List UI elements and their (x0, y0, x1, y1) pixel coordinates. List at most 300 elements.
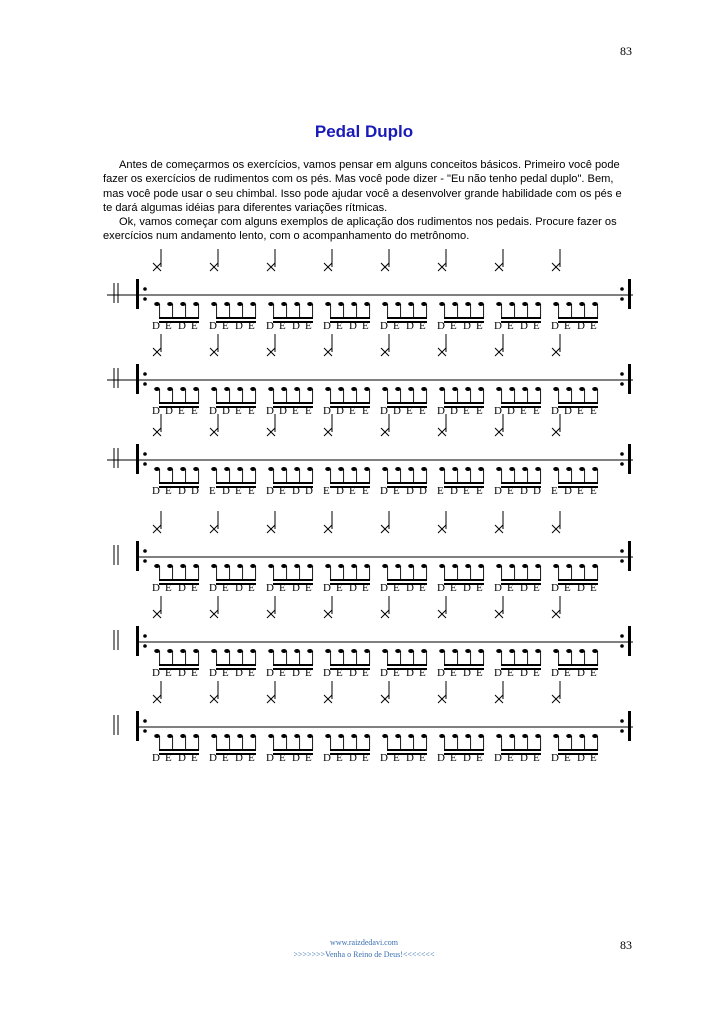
bass-drum-note (180, 387, 186, 391)
bass-drum-note (193, 649, 199, 653)
bass-drum-note (281, 387, 287, 391)
sticking-letter: D (551, 752, 559, 764)
bass-drum-note (211, 387, 217, 391)
bass-drum-note (535, 734, 541, 738)
bass-drum-note (307, 649, 313, 653)
sticking-letter: D (520, 485, 528, 497)
repeat-dot (620, 644, 624, 648)
bass-drum-note (294, 734, 300, 738)
repeat-dot (143, 297, 147, 301)
bass-drum-note (250, 564, 256, 568)
sticking-letter: E (336, 582, 343, 594)
sticking-letter: E (520, 405, 527, 417)
bass-drum-note (522, 467, 528, 471)
sticking-letter: D (494, 752, 502, 764)
page-number-bottom: 83 (620, 938, 632, 952)
bass-drum-note (325, 467, 331, 471)
sticking-letter: E (533, 752, 540, 764)
repeat-dot (143, 287, 147, 291)
beam (159, 664, 199, 666)
bass-drum-note (338, 387, 344, 391)
sticking-letter: D (551, 320, 559, 332)
bass-drum-note (351, 467, 357, 471)
bass-drum-note (395, 734, 401, 738)
sticking-letter: D (209, 667, 217, 679)
sticking-letter: D (564, 405, 572, 417)
bass-drum-note (395, 467, 401, 471)
sticking-letter: D (235, 320, 243, 332)
sticking-letter: D (406, 320, 414, 332)
repeat-dot (620, 549, 624, 553)
sticking-letter: E (533, 582, 540, 594)
sticking-letter: D (165, 405, 173, 417)
bass-drum-note (351, 734, 357, 738)
sticking-letter: E (551, 485, 558, 497)
sticking-letter: E (393, 582, 400, 594)
bass-drum-note (224, 387, 230, 391)
beam (216, 482, 256, 484)
sticking-letter: E (362, 405, 369, 417)
bass-drum-note (307, 302, 313, 306)
bass-drum-note (566, 734, 572, 738)
bass-drum-note (496, 564, 502, 568)
repeat-dot (143, 729, 147, 733)
sticking-letter: E (419, 320, 426, 332)
beam (330, 317, 370, 319)
sticking-letter: E (222, 752, 229, 764)
beam (444, 402, 484, 404)
sticking-letter: D (406, 582, 414, 594)
bass-drum-note (439, 302, 445, 306)
bass-drum-note (395, 302, 401, 306)
bass-drum-note (268, 467, 274, 471)
sticking-letter: D (380, 405, 388, 417)
beam (273, 579, 313, 581)
repeat-end-bar (628, 626, 631, 656)
repeat-dot (143, 382, 147, 386)
bass-drum-note (509, 302, 515, 306)
bass-drum-note (509, 734, 515, 738)
sticking-letter: E (507, 752, 514, 764)
beam (387, 749, 427, 751)
sticking-letter: D (380, 485, 388, 497)
bass-drum-note (421, 467, 427, 471)
sticking-letter: E (222, 667, 229, 679)
beam (216, 664, 256, 666)
bass-drum-note (592, 564, 598, 568)
sticking-letter: D (349, 320, 357, 332)
bass-drum-note (452, 564, 458, 568)
bass-drum-note (496, 387, 502, 391)
sticking-letter: E (419, 582, 426, 594)
bass-drum-note (268, 387, 274, 391)
bass-drum-note (408, 649, 414, 653)
sticking-letter: D (419, 485, 427, 497)
sticking-letter: E (507, 582, 514, 594)
sticking-letter: D (235, 667, 243, 679)
bass-drum-note (193, 467, 199, 471)
sticking-letter: D (152, 582, 160, 594)
sticking-letter: E (590, 320, 597, 332)
bass-drum-note (281, 734, 287, 738)
sticking-letter: E (248, 752, 255, 764)
bass-drum-note (338, 302, 344, 306)
bass-drum-note (535, 302, 541, 306)
sticking-letter: D (292, 485, 300, 497)
bass-drum-note (579, 649, 585, 653)
bass-drum-note (351, 302, 357, 306)
sticking-letter: D (292, 752, 300, 764)
bass-drum-note (281, 467, 287, 471)
sticking-letter: E (248, 405, 255, 417)
sticking-letter: D (577, 667, 585, 679)
sticking-letter: D (406, 667, 414, 679)
bass-drum-note (224, 467, 230, 471)
sticking-letter: E (590, 752, 597, 764)
sticking-letter: E (564, 320, 571, 332)
bass-drum-note (338, 734, 344, 738)
repeat-end-bar (628, 541, 631, 571)
sticking-letter: D (266, 405, 274, 417)
sticking-letter: E (305, 405, 312, 417)
bass-drum-note (364, 387, 370, 391)
bass-drum-note (408, 734, 414, 738)
sticking-letter: E (419, 752, 426, 764)
sticking-letter: D (178, 582, 186, 594)
sticking-letter: D (191, 485, 199, 497)
bass-drum-note (395, 387, 401, 391)
sticking-letter: D (494, 667, 502, 679)
beam (501, 402, 541, 404)
bass-drum-note (535, 649, 541, 653)
bass-drum-note (224, 734, 230, 738)
beam (330, 579, 370, 581)
sticking-letter: E (463, 485, 470, 497)
beam (444, 317, 484, 319)
sticking-letter: D (463, 582, 471, 594)
bass-drum-note (496, 649, 502, 653)
bass-drum-note (579, 734, 585, 738)
repeat-dot (620, 559, 624, 563)
bass-drum-note (294, 302, 300, 306)
bass-drum-note (237, 564, 243, 568)
sticking-letter: E (533, 405, 540, 417)
bass-drum-note (382, 467, 388, 471)
intro-paragraph-2: Ok, vamos começar com alguns exemplos de aplicação dos rudimentos nos pedais. Procure fazer os exercícios num andamento lento, com o acompanhamento do metrônomo. (103, 216, 617, 243)
sticking-letter: E (507, 485, 514, 497)
bass-drum-note (452, 302, 458, 306)
bass-drum-note (294, 467, 300, 471)
repeat-end-bar (628, 711, 631, 741)
bass-drum-note (509, 387, 515, 391)
bass-drum-note (592, 302, 598, 306)
sticking-letter: E (191, 405, 198, 417)
bass-drum-note (211, 734, 217, 738)
bass-drum-note (281, 649, 287, 653)
sticking-letter: D (494, 405, 502, 417)
bass-drum-note (237, 734, 243, 738)
footer-tagline: >>>>>>>Venha o Reino de Deus!<<<<<<< (293, 950, 435, 959)
sticking-letter: E (165, 752, 172, 764)
bass-drum-note (250, 467, 256, 471)
sticking-letter: D (266, 320, 274, 332)
bass-drum-note (522, 649, 528, 653)
bass-drum-note (250, 302, 256, 306)
sticking-letter: E (476, 582, 483, 594)
sticking-letter: E (279, 752, 286, 764)
bass-drum-note (522, 734, 528, 738)
sticking-letter: D (266, 667, 274, 679)
beam (273, 402, 313, 404)
sticking-letter: E (222, 320, 229, 332)
bass-drum-note (496, 734, 502, 738)
sticking-letter: D (520, 667, 528, 679)
sticking-letter: E (577, 405, 584, 417)
repeat-start-bar (136, 626, 139, 656)
bass-drum-note (395, 649, 401, 653)
beam (216, 749, 256, 751)
bass-drum-note (351, 564, 357, 568)
sticking-letter: D (235, 582, 243, 594)
beam (387, 317, 427, 319)
sticking-letter: E (248, 320, 255, 332)
bass-drum-note (167, 564, 173, 568)
sticking-letter: E (476, 405, 483, 417)
sticking-letter: D (564, 485, 572, 497)
sticking-letter: D (152, 485, 160, 497)
beam (444, 579, 484, 581)
sticking-letter: E (279, 667, 286, 679)
sticking-letter: E (450, 667, 457, 679)
sticking-letter: E (222, 582, 229, 594)
bass-drum-note (553, 734, 559, 738)
beam (159, 402, 199, 404)
sticking-letter: D (406, 485, 414, 497)
sticking-letter: E (349, 485, 356, 497)
bass-drum-note (224, 649, 230, 653)
bass-drum-note (452, 649, 458, 653)
beam (330, 749, 370, 751)
sticking-letter: D (152, 752, 160, 764)
bass-drum-note (421, 564, 427, 568)
bass-drum-note (364, 302, 370, 306)
footer-url: www.raizdedavi.com (330, 938, 398, 947)
bass-drum-note (250, 387, 256, 391)
repeat-dot (620, 729, 624, 733)
bass-drum-note (496, 302, 502, 306)
sticking-letter: D (450, 485, 458, 497)
bass-drum-note (325, 387, 331, 391)
bass-drum-note (535, 467, 541, 471)
sticking-letter: D (178, 320, 186, 332)
bass-drum-note (237, 387, 243, 391)
sticking-letter: E (476, 667, 483, 679)
bass-drum-note (592, 734, 598, 738)
bass-drum-note (364, 734, 370, 738)
sticking-letter: E (564, 582, 571, 594)
bass-drum-note (465, 467, 471, 471)
bass-drum-note (325, 564, 331, 568)
sticking-letter: E (507, 667, 514, 679)
bass-drum-note (465, 734, 471, 738)
bass-drum-note (382, 649, 388, 653)
repeat-dot (143, 372, 147, 376)
bass-drum-note (211, 302, 217, 306)
sticking-letter: E (476, 485, 483, 497)
bass-drum-note (281, 564, 287, 568)
sticking-letter: E (235, 485, 242, 497)
sticking-letter: D (393, 405, 401, 417)
sticking-letter: D (349, 752, 357, 764)
repeat-dot (143, 559, 147, 563)
sticking-letter: D (551, 405, 559, 417)
bass-drum-note (294, 387, 300, 391)
sticking-letter: D (336, 485, 344, 497)
bass-drum-note (478, 564, 484, 568)
bass-drum-note (439, 649, 445, 653)
sticking-letter: E (463, 405, 470, 417)
bass-drum-note (535, 387, 541, 391)
beam (330, 482, 370, 484)
sticking-letter: D (209, 405, 217, 417)
sticking-letter: E (248, 667, 255, 679)
sticking-letter: E (305, 320, 312, 332)
repeat-start-bar (136, 541, 139, 571)
sticking-letter: E (349, 405, 356, 417)
bass-drum-note (211, 467, 217, 471)
repeat-dot (620, 372, 624, 376)
bass-drum-note (307, 387, 313, 391)
bass-drum-note (268, 734, 274, 738)
bass-drum-note (452, 387, 458, 391)
bass-drum-note (478, 734, 484, 738)
bass-drum-note (193, 564, 199, 568)
beam (216, 317, 256, 319)
bass-drum-note (154, 387, 160, 391)
sticking-letter: D (235, 752, 243, 764)
sticking-letter: D (437, 582, 445, 594)
bass-drum-note (522, 564, 528, 568)
bass-drum-note (281, 302, 287, 306)
repeat-dot (620, 462, 624, 466)
beam (159, 579, 199, 581)
sticking-letter: E (248, 582, 255, 594)
repeat-dot (143, 634, 147, 638)
sticking-letter: D (380, 320, 388, 332)
sticking-letter: E (165, 485, 172, 497)
bass-drum-note (338, 649, 344, 653)
beam (558, 579, 598, 581)
bass-drum-note (325, 649, 331, 653)
sticking-letter: D (437, 752, 445, 764)
beam (387, 579, 427, 581)
bass-drum-note (211, 564, 217, 568)
beam (444, 482, 484, 484)
bass-drum-note (395, 564, 401, 568)
sticking-letter: D (577, 320, 585, 332)
sticking-letter: E (419, 405, 426, 417)
sticking-letter: E (419, 667, 426, 679)
repeat-dot (620, 719, 624, 723)
beam (558, 664, 598, 666)
sticking-letter: D (152, 667, 160, 679)
bass-drum-note (180, 564, 186, 568)
repeat-end-bar (628, 364, 631, 394)
sticking-letter: E (279, 582, 286, 594)
sticking-letter: E (450, 752, 457, 764)
bass-drum-note (154, 467, 160, 471)
bass-drum-note (439, 564, 445, 568)
intro-paragraph-1: Antes de começarmos os exercícios, vamos pensar em alguns conceitos básicos. Primeiro você pode fazer os exercícios de rudimentos com os pés. Mas você pode dizer - "Eu não tenho pedal duplo". Bem, mas você pode usar o seu chimbal. Isso pode ajudar você a desenvolver grande habilidade com os pés e te dará algumas idéias para diferentes variações rítmicas. (103, 159, 622, 214)
bass-drum-note (478, 649, 484, 653)
beam (558, 482, 598, 484)
sticking-letter: D (222, 485, 230, 497)
repeat-dot (620, 452, 624, 456)
sticking-letter: E (209, 485, 216, 497)
sticking-letter: E (362, 752, 369, 764)
sticking-letter: E (336, 667, 343, 679)
bass-drum-note (382, 734, 388, 738)
sticking-letter: D (323, 752, 331, 764)
sticking-letter: E (305, 582, 312, 594)
bass-drum-note (364, 649, 370, 653)
bass-drum-note (325, 302, 331, 306)
bass-drum-note (553, 564, 559, 568)
sticking-letter: E (450, 582, 457, 594)
bass-drum-note (237, 467, 243, 471)
bass-drum-note (180, 467, 186, 471)
beam (501, 317, 541, 319)
repeat-start-bar (136, 364, 139, 394)
sticking-letter: E (165, 582, 172, 594)
beam (216, 402, 256, 404)
beam (501, 664, 541, 666)
beam (330, 402, 370, 404)
bass-drum-note (465, 302, 471, 306)
repeat-start-bar (136, 279, 139, 309)
sticking-letter: D (152, 405, 160, 417)
bass-drum-note (509, 649, 515, 653)
beam (501, 482, 541, 484)
bass-drum-note (382, 387, 388, 391)
sticking-letter: D (266, 485, 274, 497)
sticking-letter: D (266, 582, 274, 594)
bass-drum-note (421, 302, 427, 306)
bass-drum-note (579, 467, 585, 471)
sticking-letter: D (336, 405, 344, 417)
sticking-letter: D (178, 485, 186, 497)
bass-drum-note (566, 387, 572, 391)
sticking-letter: E (564, 667, 571, 679)
sticking-letter: D (305, 485, 313, 497)
bass-drum-note (180, 649, 186, 653)
bass-drum-note (154, 649, 160, 653)
bass-drum-note (351, 387, 357, 391)
bass-drum-note (237, 302, 243, 306)
sticking-letter: D (520, 320, 528, 332)
sticking-letter: E (191, 752, 198, 764)
beam (216, 579, 256, 581)
beam (558, 749, 598, 751)
sticking-letter: D (437, 667, 445, 679)
sticking-letter: D (209, 752, 217, 764)
sticking-letter: D (437, 320, 445, 332)
sticking-letter: D (266, 752, 274, 764)
bass-drum-note (566, 649, 572, 653)
bass-drum-note (382, 564, 388, 568)
bass-drum-note (553, 302, 559, 306)
beam (444, 749, 484, 751)
